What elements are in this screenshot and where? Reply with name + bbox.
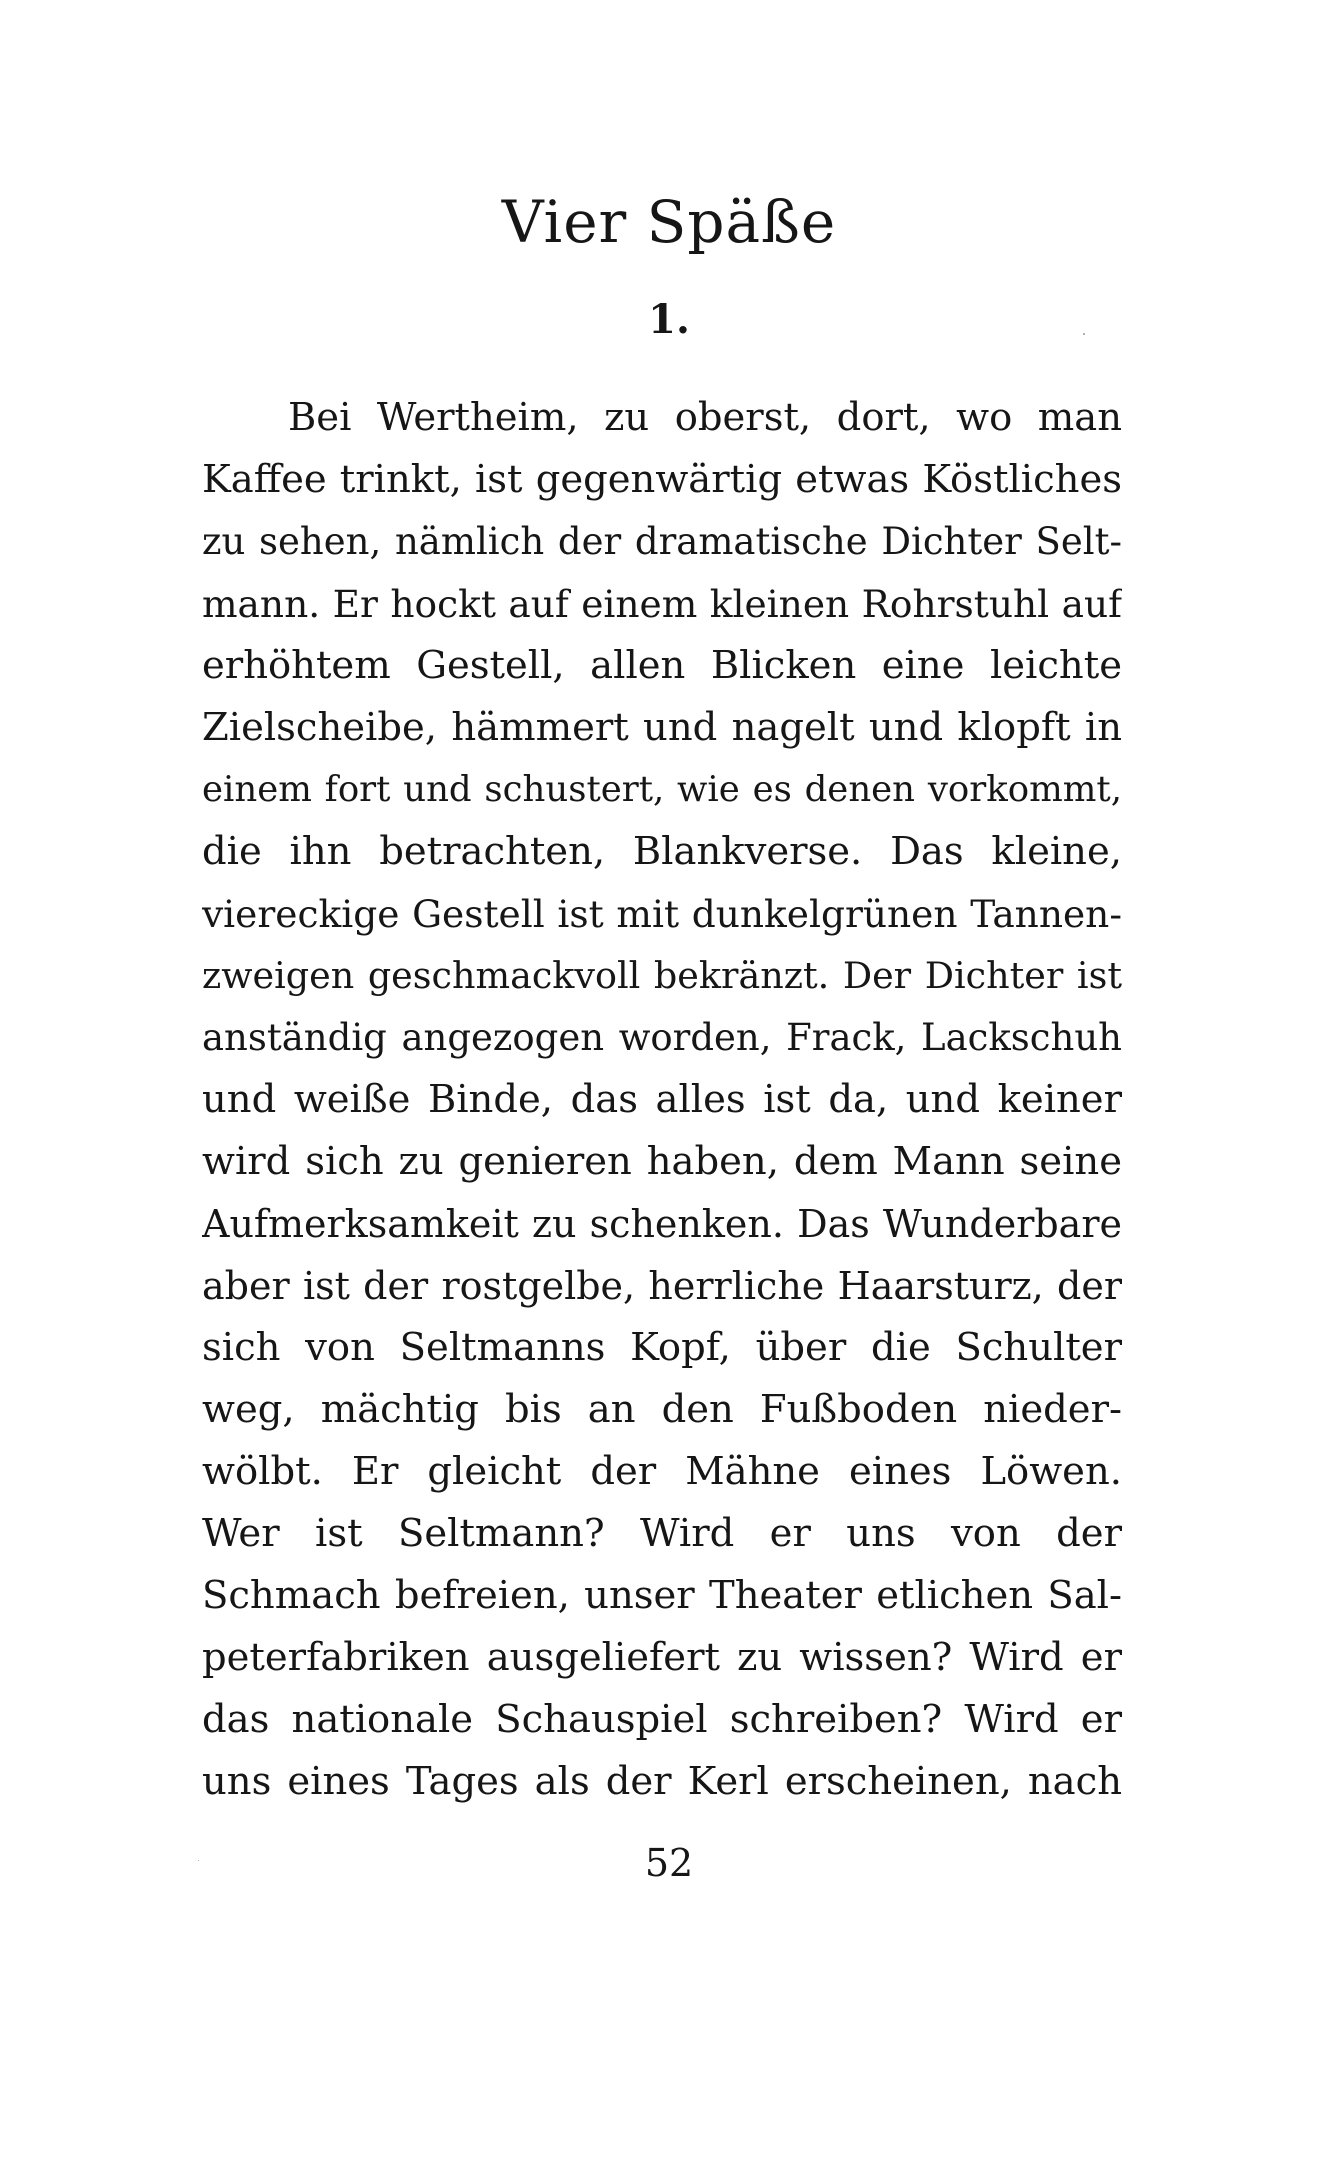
text-line: peterfabriken ausgeliefert zu wissen? Wird er [202,1635,1122,1680]
text-line: anständig angezogen worden, Frack, Lackschuh [202,1016,1122,1059]
paper-speck [198,1860,199,1861]
text-line: wird sich zu genieren haben, dem Mann seine [202,1139,1122,1184]
text-line: sich von Seltmanns Kopf, über die Schulter [202,1325,1122,1370]
paper-speck [1083,333,1085,335]
text-line: uns eines Tages als der Kerl erscheinen, nach [202,1759,1122,1804]
text-line: Bei Wertheim, zu oberst, dort, wo man [288,395,1122,440]
text-line: zu sehen, nämlich der dramatische Dichter Selt- [202,520,1122,563]
text-line: weg, mächtig bis an den Fußboden nieder- [202,1387,1122,1432]
text-line: die ihn betrachten, Blankverse. Das kleine, [202,829,1122,874]
text-line: das nationale Schauspiel schreiben? Wird er [202,1697,1122,1742]
text-line: und weiße Binde, das alles ist da, und keiner [202,1077,1122,1122]
text-line: viereckige Gestell ist mit dunkelgrünen Tannen- [202,892,1122,936]
body-paragraph [202,387,1122,1813]
page-number: 52 [644,1841,694,1885]
text-line: einem fort und schustert, wie es denen vorkommt, [202,769,1122,810]
text-line: Aufmerksamkeit zu schenken. Das Wunderbare [202,1202,1122,1246]
text-line: erhöhtem Gestell, allen Blicken eine leichte [202,643,1122,688]
text-line: Zielscheibe, hämmert und nagelt und klopft in [202,705,1122,750]
text-line: aber ist der rostgelbe, herrliche Haarsturz, der [202,1264,1122,1308]
text-line: Kaffee trinkt, ist gegenwärtig etwas Köstliches [202,457,1122,502]
text-line: mann. Er hockt auf einem kleinen Rohrstuhl auf [202,582,1122,626]
text-line: Wer ist Seltmann? Wird er uns von der [202,1511,1122,1556]
text-line: Schmach befreien, unser Theater etlichen Sal- [202,1573,1122,1618]
section-number: 1. [648,296,690,343]
chapter-title: Vier Späße [501,188,837,256]
text-line: zweigen geschmackvoll bekränzt. Der Dichter ist [202,954,1122,997]
text-line: wölbt. Er gleicht der Mähne eines Löwen. [202,1449,1122,1494]
